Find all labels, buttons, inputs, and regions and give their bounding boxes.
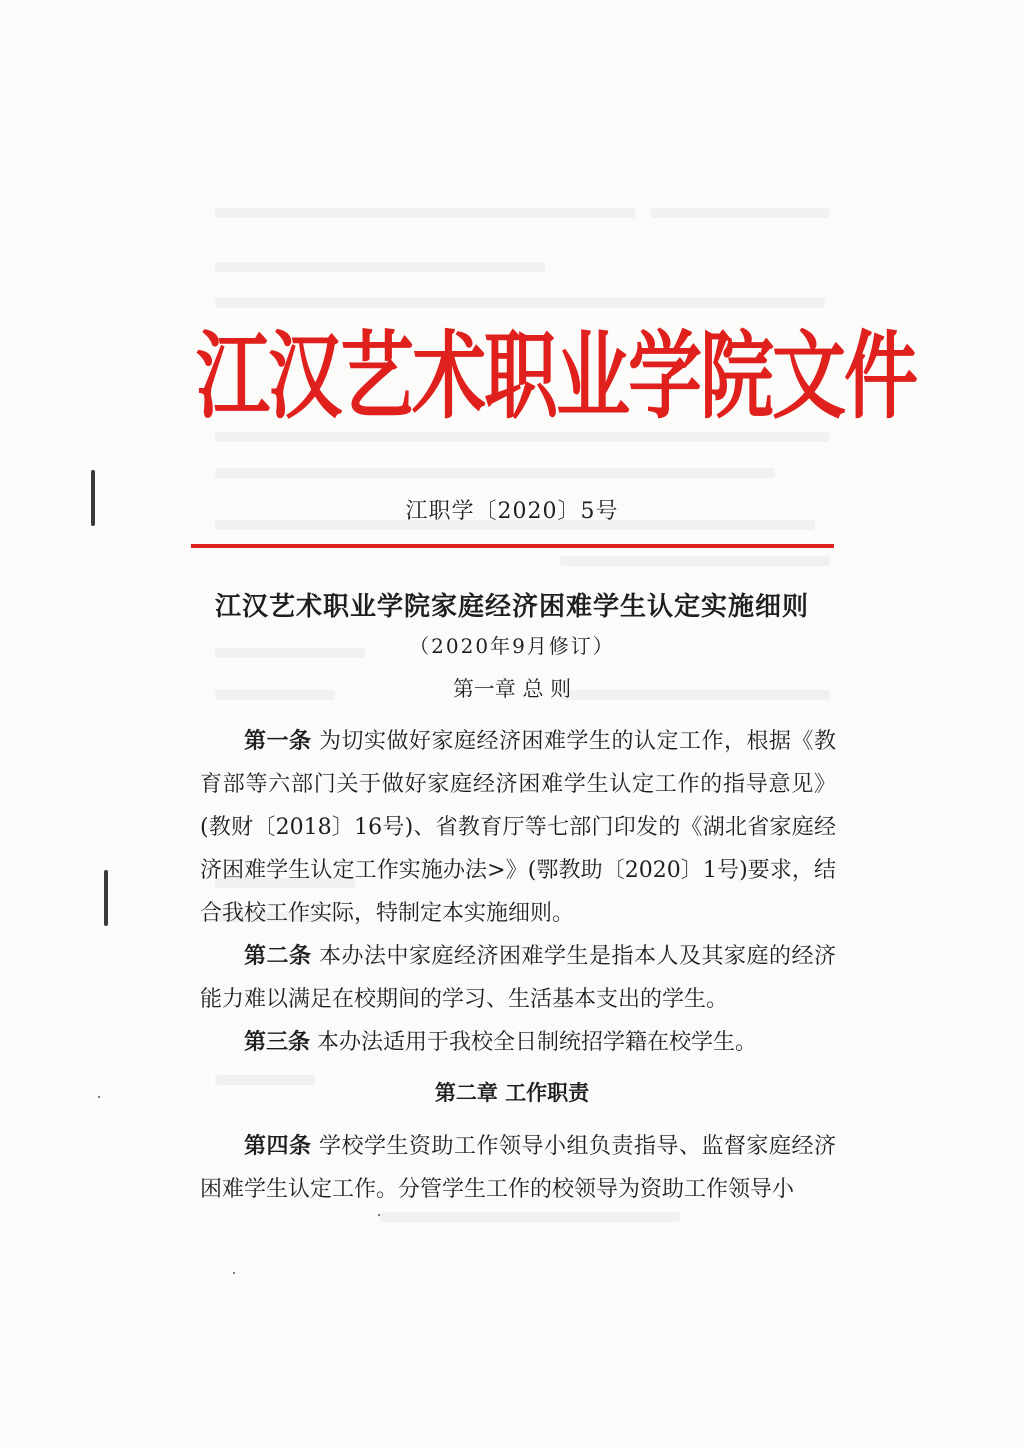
- document-number: 江职学〔2020〕5号: [405, 499, 619, 524]
- scan-speck: [98, 1096, 100, 1098]
- article-3-text: 本办法适用于我校全日制统招学籍在校学生。: [310, 1030, 758, 1055]
- chapter-2-heading: 第二章 工作职责: [434, 1080, 590, 1105]
- document-title: 江汉艺术职业学院家庭经济困难学生认定实施细则: [214, 592, 809, 622]
- article-4: [200, 1125, 836, 1211]
- article-1-text: 为切实做好家庭经济困难学生的认定工作，根据《教育部等六部门关于做好家庭经济困难学生认定工作的指导意见》(教财〔2018〕16号)、省教育厅等七部门印发的《湖北省家庭经济困难学生认定工作实施办法>》(鄂教助〔2020〕1号)要求，结合我校工作实际，特制定本实施细则。: [200, 729, 836, 926]
- article-4-label: 第四条: [244, 1133, 312, 1159]
- revision-note: （2020年9月修订）: [409, 634, 615, 658]
- red-separator-line: [191, 544, 834, 548]
- article-2-label: 第二条: [244, 943, 312, 969]
- article-2: [200, 935, 836, 1021]
- article-3-label: 第三条: [244, 1029, 311, 1055]
- binding-staple-mark-bottom: [104, 870, 108, 926]
- article-2-text: 本办法中家庭经济困难学生是指本人及其家庭的经济能力难以满足在校期间的学习、生活基本支出的学生。: [200, 944, 836, 1012]
- scan-speck: [233, 1272, 235, 1274]
- scan-speck: [378, 1214, 380, 1216]
- article-1: [200, 720, 836, 935]
- article-1-label: 第一条: [244, 728, 312, 754]
- document-masthead: 江汉艺术职业学院文件: [196, 321, 916, 433]
- article-3: [200, 1021, 836, 1064]
- article-4-text: 学校学生资助工作领导小组负责指导、监督家庭经济困难学生认定工作。分管学生工作的校领导为资助工作领导小: [200, 1134, 836, 1202]
- chapter-1-heading: 第一章 总 则: [452, 677, 572, 701]
